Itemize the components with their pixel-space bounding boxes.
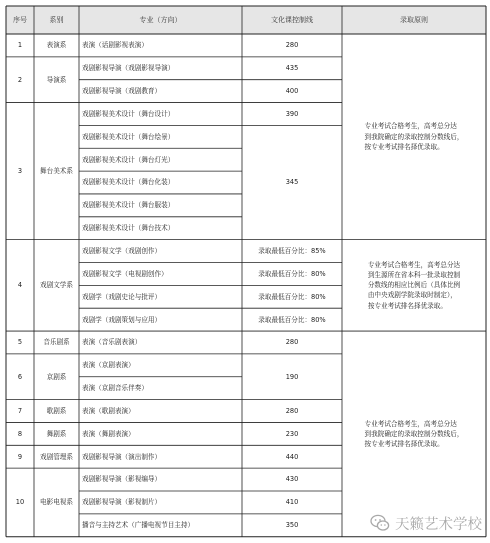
- major-cell: 戏剧影视导演（演出制作）: [82, 452, 162, 461]
- score-cell: 345: [285, 178, 299, 187]
- major-cell: 表演（话剧影视表演）: [82, 41, 148, 50]
- score-cell: 录取最低百分比：80%: [258, 292, 326, 301]
- seq-cell: 9: [17, 452, 23, 461]
- seq-cell: 10: [15, 498, 25, 507]
- major-cell: 戏剧影视美术设计（舞台灯光）: [82, 155, 175, 164]
- major-cell: 戏剧影视导演（戏剧影视导演）: [82, 64, 175, 73]
- seq-cell: 8: [17, 429, 23, 438]
- dept-cell: 舞台美术系: [40, 166, 73, 175]
- major-cell: 戏剧影视导演（戏剧教育）: [82, 87, 162, 95]
- rule-line: 由中央戏剧学院录取时制定），: [367, 291, 457, 300]
- seq-cell: 6: [17, 372, 23, 381]
- dept-cell: 戏剧文学系: [40, 281, 73, 290]
- rule-line: 专业考试合格考生，高考总分达: [367, 260, 461, 269]
- score-cell: 280: [285, 41, 299, 50]
- major-cell: 表演（京剧音乐伴奏）: [82, 384, 148, 393]
- major-cell: 表演（歌剧表演）: [82, 406, 135, 415]
- rule-cell: [342, 34, 486, 240]
- watermark: [370, 505, 482, 541]
- score-cell: 350: [285, 521, 299, 530]
- dept-cell: 表演系: [46, 41, 67, 50]
- rule-line: 按专业考试排名择优录取。: [367, 301, 447, 310]
- rule-line: 到生源所在省本科一批录取控制: [367, 271, 461, 279]
- major-cell: 戏剧影视导演（影视制片）: [82, 498, 162, 507]
- major-cell: 戏剧影视文学（电视剧创作）: [82, 269, 168, 278]
- major-cell: 戏剧影视美术设计（舞台设计）: [82, 109, 175, 118]
- major-cell: 戏剧影视美术设计（舞台服装）: [82, 201, 175, 210]
- seq-cell: 2: [17, 75, 23, 84]
- rule-text: [368, 260, 460, 311]
- major-cell: 戏剧学（戏剧史论与批评）: [82, 292, 162, 301]
- rule-line: 到我院确定的录取控制分数线后，: [364, 429, 464, 438]
- score-cell: 录取最低百分比：80%: [258, 315, 326, 324]
- rule-text: [365, 419, 464, 450]
- score-cell: 录取最低百分比：85%: [258, 246, 326, 255]
- header-major: 专业（方向）: [139, 15, 182, 24]
- dept-cell: 歌剧系: [46, 406, 67, 415]
- dept-cell: 电影电视系: [40, 498, 73, 507]
- header-dept: 系别: [49, 15, 64, 24]
- major-cell: 戏剧影视导演（影视编导）: [82, 475, 162, 484]
- header-score: 文化课控制线: [271, 15, 313, 24]
- major-cell: 表演（京剧表演）: [82, 361, 135, 370]
- major-cell: 表演（音乐剧表演）: [82, 338, 142, 347]
- rule-line: 到我院确定的录取控制分数线后，: [364, 132, 464, 141]
- dept-cell: 京剧系: [46, 372, 67, 381]
- seq-cell: 5: [17, 338, 23, 347]
- header-rule: 录取原则: [400, 15, 428, 24]
- rule-line: 按专业考试排名择优录取。: [364, 142, 444, 151]
- wechat-logo-icon: [370, 513, 390, 533]
- score-cell: 280: [285, 338, 299, 347]
- major-cell: 戏剧影视美术设计（舞台化装）: [82, 178, 175, 187]
- major-cell: 戏剧影视文学（戏剧创作）: [82, 246, 162, 255]
- rule-cell: [342, 240, 486, 331]
- major-cell: 戏剧影视美术设计（舞台技术）: [82, 224, 175, 233]
- rule-text: [365, 121, 464, 152]
- dept-cell: 导演系: [46, 75, 67, 84]
- score-cell: 190: [285, 372, 299, 381]
- header-seq: 序号: [13, 15, 27, 24]
- major-cell: 表演（舞剧表演）: [82, 429, 135, 438]
- major-cell: 戏剧学（戏剧策划与应用）: [82, 315, 162, 324]
- rule-line: 按专业考试排名择优录取。: [364, 439, 444, 448]
- major-cell: 戏剧影视美术设计（舞台绘景）: [82, 132, 175, 141]
- rule-line: 专业考试合格考生，高考总分达: [364, 122, 457, 131]
- seq-cell: 7: [17, 406, 23, 415]
- score-cell: 440: [285, 452, 299, 461]
- seq-cell: 3: [17, 166, 23, 175]
- rule-line: 分数线的相应比例后（具体比例: [367, 281, 461, 290]
- major-cell: 播音与主持艺术（广播电视节目主持）: [82, 521, 195, 530]
- score-cell: 230: [285, 429, 299, 438]
- score-cell: 435: [285, 64, 299, 73]
- watermark-text: 天籁艺术学校: [395, 516, 482, 533]
- score-cell: 280: [285, 406, 299, 415]
- score-cell: 410: [285, 498, 299, 507]
- score-cell: 430: [285, 475, 299, 484]
- rule-line: 专业考试合格考生，高考总分达: [364, 419, 457, 428]
- score-cell: 390: [285, 109, 299, 118]
- seq-cell: 4: [17, 281, 23, 290]
- dept-cell: 音乐剧系: [43, 338, 70, 347]
- seq-cell: 1: [17, 41, 23, 50]
- dept-cell: 戏剧管理系: [40, 452, 73, 461]
- dept-cell: 舞剧系: [46, 429, 67, 438]
- score-cell: 400: [285, 87, 299, 95]
- score-cell: 录取最低百分比：80%: [258, 269, 326, 278]
